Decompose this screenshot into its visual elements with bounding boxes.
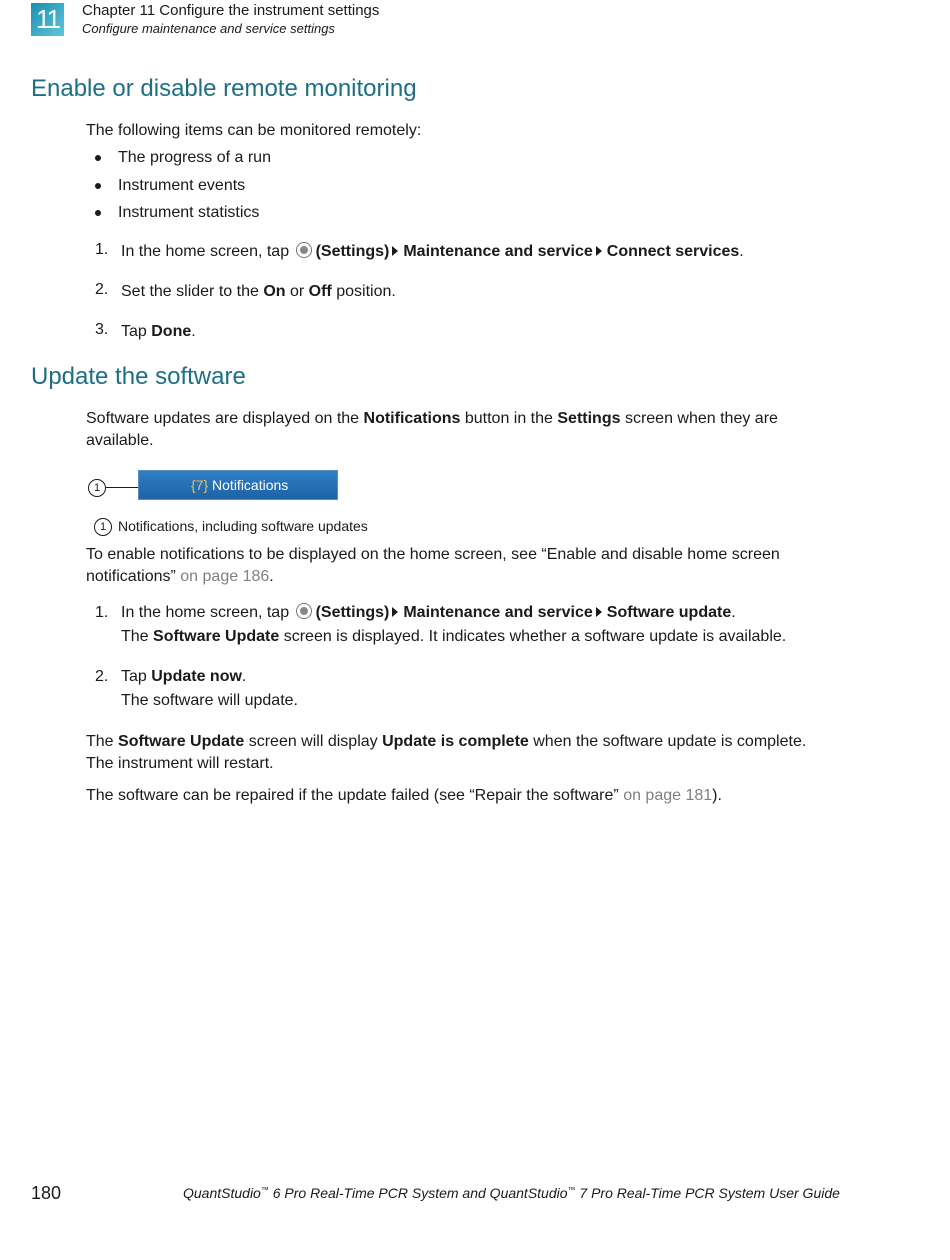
section-title: Configure maintenance and service settings: [82, 21, 335, 36]
chevron-right-icon: [596, 607, 602, 617]
list-item: The progress of a run: [95, 147, 271, 175]
heading-remote-monitoring: Enable or disable remote monitoring: [31, 75, 417, 102]
remote-bullet-list: [95, 147, 271, 230]
chevron-right-icon: [596, 246, 602, 256]
figure-caption: Notifications, including software updates: [118, 518, 368, 534]
page-link-181[interactable]: on page 181: [623, 787, 713, 804]
list-item: Instrument events: [95, 175, 271, 203]
update-complete-text: The Software Update screen will display Update is complete when the software update is complete. The instrument will restart.: [86, 733, 807, 772]
list-item: Instrument statistics: [95, 202, 271, 230]
chapter-title: Chapter 11 Configure the instrument settings: [82, 2, 380, 19]
chevron-right-icon: [392, 607, 398, 617]
remote-intro: The following items can be monitored remotely:: [86, 122, 422, 139]
page-number: 180: [31, 1183, 62, 1203]
page-link-186[interactable]: on page 186: [180, 568, 270, 585]
gear-icon: [296, 242, 312, 258]
notifications-button-image: {7} Notifications: [138, 470, 338, 500]
chapter-badge: 11: [31, 3, 64, 36]
footer-title: QuantStudio™ 6 Pro Real-Time PCR System and QuantStudio™ 7 Pro Real-Time PCR System User Guide: [183, 1185, 840, 1201]
chevron-right-icon: [392, 246, 398, 256]
heading-update-software: Update the software: [31, 363, 246, 390]
repair-text: The software can be repaired if the update failed (see “Repair the software” on page 181).: [86, 787, 722, 804]
bullet-icon: [95, 183, 101, 189]
update-intro: Software updates are displayed on the Notifications button in the Settings screen when they are available.: [86, 410, 778, 449]
callout-number: 1: [88, 479, 106, 497]
running-header: [82, 2, 379, 38]
bullet-icon: [95, 210, 101, 216]
caption-callout-number: 1: [94, 518, 112, 536]
bullet-icon: [95, 155, 101, 161]
gear-icon: [296, 603, 312, 619]
enable-notifications-text: To enable notifications to be displayed on the home screen, see “Enable and disable home screen notifications” on page 186.: [86, 546, 780, 585]
